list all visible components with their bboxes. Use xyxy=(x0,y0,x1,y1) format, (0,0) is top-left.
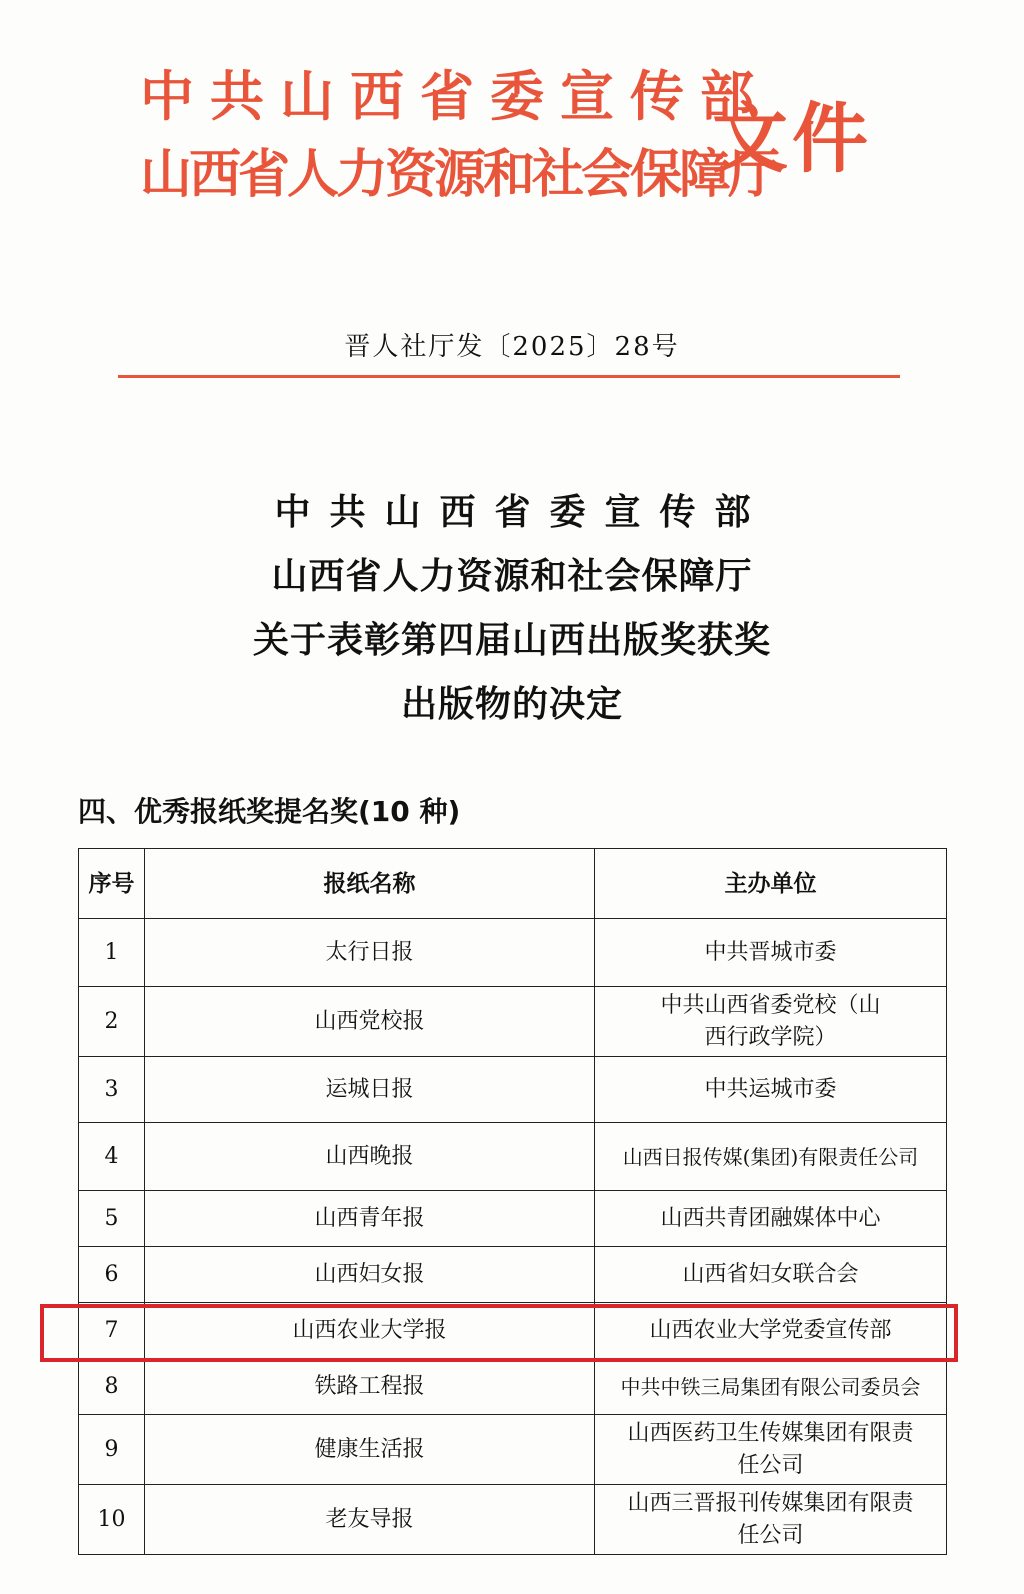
row-7-highlight-box xyxy=(40,1304,958,1362)
row-sponsor: 山西农业大学党委宣传部 xyxy=(595,1303,947,1359)
row-number: 3 xyxy=(79,1057,145,1123)
table-header-row xyxy=(79,849,947,919)
row-newspaper-name: 山西农业大学报 xyxy=(145,1303,595,1359)
table-row xyxy=(79,1485,947,1555)
issuer-publicity-dept: 中共山西省委宣传部 xyxy=(140,65,770,128)
row-newspaper-name: 山西晚报 xyxy=(145,1123,595,1191)
table-row xyxy=(79,1415,947,1485)
awards-table xyxy=(78,848,947,1555)
row-newspaper-name: 铁路工程报 xyxy=(145,1359,595,1415)
row-newspaper-name: 太行日报 xyxy=(145,919,595,987)
row-number: 10 xyxy=(79,1485,145,1555)
title-line-3: 关于表彰第四届山西出版奖获奖 xyxy=(252,620,771,661)
row-newspaper-name: 健康生活报 xyxy=(145,1415,595,1485)
table-row xyxy=(79,1191,947,1247)
row-newspaper-name: 山西青年报 xyxy=(145,1191,595,1247)
header-number: 序号 xyxy=(79,849,145,919)
row-sponsor: 中共中铁三局集团有限公司委员会 xyxy=(595,1359,947,1415)
row-number: 6 xyxy=(79,1247,145,1303)
row-number: 5 xyxy=(79,1191,145,1247)
row-number: 8 xyxy=(79,1359,145,1415)
row-sponsor: 山西医药卫生传媒集团有限责任公司 xyxy=(595,1415,947,1485)
header-newspaper-name: 报纸名称 xyxy=(145,849,595,919)
table-row xyxy=(79,1057,947,1123)
row-number: 2 xyxy=(79,987,145,1057)
row-number: 9 xyxy=(79,1415,145,1485)
table-row xyxy=(79,1359,947,1415)
title-line-1: 中共山西省委宣传部 xyxy=(274,492,770,533)
row-newspaper-name: 老友导报 xyxy=(145,1485,595,1555)
row-number: 7 xyxy=(79,1303,145,1359)
table-row xyxy=(79,1247,947,1303)
table-row xyxy=(79,987,947,1057)
row-newspaper-name: 山西党校报 xyxy=(145,987,595,1057)
section-heading: 四、优秀报纸奖提名奖(10 种) xyxy=(78,795,461,828)
issuer-hr-dept: 山西省人力资源和社会保障厅 xyxy=(140,145,778,205)
row-number: 4 xyxy=(79,1123,145,1191)
row-sponsor: 山西三晋报刊传媒集团有限责任公司 xyxy=(595,1485,947,1555)
row-sponsor: 山西日报传媒(集团)有限责任公司 xyxy=(595,1123,947,1191)
document-number: 晋人社厅发〔2025〕28号 xyxy=(344,332,680,362)
red-divider xyxy=(118,375,900,378)
title-line-4: 出版物的决定 xyxy=(400,684,623,725)
row-newspaper-name: 山西妇女报 xyxy=(145,1247,595,1303)
header-sponsor: 主办单位 xyxy=(595,849,947,919)
row-sponsor: 中共晋城市委 xyxy=(595,919,947,987)
row-number: 1 xyxy=(79,919,145,987)
table-row xyxy=(79,919,947,987)
title-line-2: 山西省人力资源和社会保障厅 xyxy=(271,556,753,597)
table-row xyxy=(79,1123,947,1191)
row-sponsor: 中共运城市委 xyxy=(595,1057,947,1123)
row-sponsor: 山西省妇女联合会 xyxy=(595,1247,947,1303)
row-newspaper-name: 运城日报 xyxy=(145,1057,595,1123)
row-sponsor: 山西共青团融媒体中心 xyxy=(595,1191,947,1247)
row-sponsor: 中共山西省委党校（山西行政学院） xyxy=(595,987,947,1057)
file-label: 文件 xyxy=(712,94,872,183)
